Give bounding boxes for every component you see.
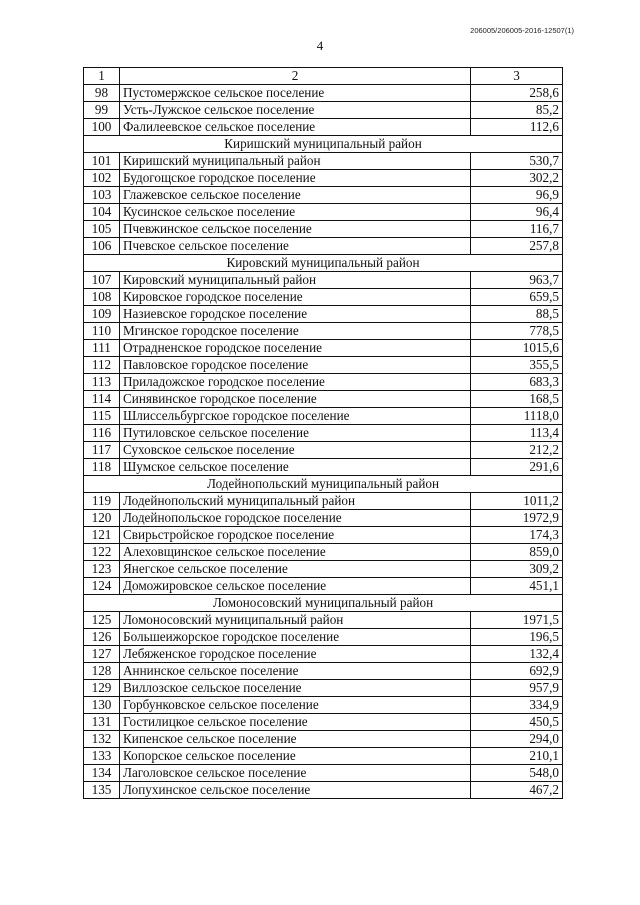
row-value: 450,5 (471, 714, 563, 731)
row-number: 129 (84, 680, 120, 697)
row-value: 96,9 (471, 187, 563, 204)
row-value: 530,7 (471, 153, 563, 170)
row-number: 123 (84, 561, 120, 578)
row-number: 111 (84, 340, 120, 357)
settlement-name: Суховское сельское поселение (120, 442, 471, 459)
row-value: 291,6 (471, 459, 563, 476)
row-value: 196,5 (471, 629, 563, 646)
row-value: 859,0 (471, 544, 563, 561)
row-value: 302,2 (471, 170, 563, 187)
district-header-row (84, 476, 563, 493)
row-number: 117 (84, 442, 120, 459)
district-header-row (84, 595, 563, 612)
row-value: 294,0 (471, 731, 563, 748)
settlement-name: Кусинское сельское поселение (120, 204, 471, 221)
table-row (84, 357, 563, 374)
table-row (84, 646, 563, 663)
settlement-name: Доможировское сельское поселение (120, 578, 471, 595)
row-number: 121 (84, 527, 120, 544)
settlement-name: Фалилеевское сельское поселение (120, 119, 471, 136)
row-value: 451,1 (471, 578, 563, 595)
header-col-3: 3 (471, 68, 563, 85)
row-value: 683,3 (471, 374, 563, 391)
table-row (84, 782, 563, 799)
row-number: 135 (84, 782, 120, 799)
document-id: 206005/206005-2016-12507(1) (470, 26, 574, 35)
row-value: 1971,5 (471, 612, 563, 629)
table-row (84, 102, 563, 119)
settlement-name: Шлиссельбургское городское поселение (120, 408, 471, 425)
table-row (84, 697, 563, 714)
row-value: 212,2 (471, 442, 563, 459)
row-number: 101 (84, 153, 120, 170)
row-number: 131 (84, 714, 120, 731)
row-number: 107 (84, 272, 120, 289)
settlement-name: Шумское сельское поселение (120, 459, 471, 476)
row-number: 122 (84, 544, 120, 561)
table-row (84, 238, 563, 255)
table-row (84, 85, 563, 102)
row-number: 128 (84, 663, 120, 680)
table-row (84, 578, 563, 595)
row-number: 119 (84, 493, 120, 510)
table-row (84, 119, 563, 136)
row-value: 309,2 (471, 561, 563, 578)
row-value: 1011,2 (471, 493, 563, 510)
settlement-name: Лодейнопольское городское поселение (120, 510, 471, 527)
row-value: 1015,6 (471, 340, 563, 357)
row-value: 132,4 (471, 646, 563, 663)
row-number: 105 (84, 221, 120, 238)
row-number: 127 (84, 646, 120, 663)
row-number: 114 (84, 391, 120, 408)
settlement-name: Большеижорское городское поселение (120, 629, 471, 646)
row-number: 109 (84, 306, 120, 323)
table-row (84, 187, 563, 204)
header-col-2: 2 (120, 68, 471, 85)
row-value: 112,6 (471, 119, 563, 136)
settlement-name: Аннинское сельское поселение (120, 663, 471, 680)
settlement-name: Будогощское городское поселение (120, 170, 471, 187)
table-row (84, 493, 563, 510)
row-number: 104 (84, 204, 120, 221)
table-row (84, 374, 563, 391)
row-value: 257,8 (471, 238, 563, 255)
settlement-name: Кировское городское поселение (120, 289, 471, 306)
row-number: 115 (84, 408, 120, 425)
row-number: 125 (84, 612, 120, 629)
settlement-name: Лаголовское сельское поселение (120, 765, 471, 782)
table-row (84, 459, 563, 476)
settlement-name: Янегское сельское поселение (120, 561, 471, 578)
row-number: 98 (84, 85, 120, 102)
row-value: 1972,9 (471, 510, 563, 527)
district-header-row (84, 255, 563, 272)
settlement-name: Усть-Лужское сельское поселение (120, 102, 471, 119)
settlement-name: Копорское сельское поселение (120, 748, 471, 765)
table-row (84, 612, 563, 629)
settlement-name: Виллозское сельское поселение (120, 680, 471, 697)
row-value: 957,9 (471, 680, 563, 697)
district-name: Лодейнопольский муниципальный район (84, 476, 563, 493)
row-number: 134 (84, 765, 120, 782)
row-number: 110 (84, 323, 120, 340)
table-row (84, 765, 563, 782)
table-row (84, 272, 563, 289)
settlement-name: Лебяженское городское поселение (120, 646, 471, 663)
row-number: 124 (84, 578, 120, 595)
row-number: 116 (84, 425, 120, 442)
settlement-name: Ломоносовский муниципальный район (120, 612, 471, 629)
row-number: 100 (84, 119, 120, 136)
settlement-name: Назиевское городское поселение (120, 306, 471, 323)
row-value: 258,6 (471, 85, 563, 102)
district-name: Кировский муниципальный район (84, 255, 563, 272)
settlement-name: Путиловское сельское поселение (120, 425, 471, 442)
row-number: 120 (84, 510, 120, 527)
row-value: 168,5 (471, 391, 563, 408)
row-number: 108 (84, 289, 120, 306)
settlement-name: Отрадненское городское поселение (120, 340, 471, 357)
page-number: 4 (316, 38, 324, 53)
row-number: 133 (84, 748, 120, 765)
settlement-name: Глажевское сельское поселение (120, 187, 471, 204)
row-value: 467,2 (471, 782, 563, 799)
settlement-name: Лопухинское сельское поселение (120, 782, 471, 799)
row-value: 548,0 (471, 765, 563, 782)
table-row (84, 527, 563, 544)
settlement-name: Гостилицкое сельское поселение (120, 714, 471, 731)
settlement-name: Павловское городское поселение (120, 357, 471, 374)
table-row (84, 544, 563, 561)
row-number: 106 (84, 238, 120, 255)
row-value: 659,5 (471, 289, 563, 306)
row-value: 963,7 (471, 272, 563, 289)
row-value: 334,9 (471, 697, 563, 714)
table-row (84, 561, 563, 578)
row-number: 103 (84, 187, 120, 204)
row-number: 130 (84, 697, 120, 714)
settlement-name: Лодейнопольский муниципальный район (120, 493, 471, 510)
district-name: Киришский муниципальный район (84, 136, 563, 153)
row-value: 96,4 (471, 204, 563, 221)
district-header-row (84, 136, 563, 153)
table-header-row (84, 68, 563, 85)
table-row (84, 408, 563, 425)
settlement-name: Алеховщинское сельское поселение (120, 544, 471, 561)
row-number: 113 (84, 374, 120, 391)
table-row (84, 425, 563, 442)
table-row (84, 629, 563, 646)
row-number: 99 (84, 102, 120, 119)
settlement-name: Пчевское сельское поселение (120, 238, 471, 255)
row-number: 102 (84, 170, 120, 187)
row-value: 174,3 (471, 527, 563, 544)
settlement-name: Пустомержское сельское поселение (120, 85, 471, 102)
table-row (84, 680, 563, 697)
table-row (84, 442, 563, 459)
settlements-table (83, 67, 563, 799)
table-row (84, 510, 563, 527)
table-row (84, 748, 563, 765)
settlement-name: Кировский муниципальный район (120, 272, 471, 289)
table-row (84, 340, 563, 357)
table-row (84, 663, 563, 680)
table-row (84, 289, 563, 306)
row-number: 118 (84, 459, 120, 476)
table-row (84, 323, 563, 340)
header-col-1: 1 (84, 68, 120, 85)
settlement-name: Приладожское городское поселение (120, 374, 471, 391)
settlement-name: Кипенское сельское поселение (120, 731, 471, 748)
row-value: 85,2 (471, 102, 563, 119)
row-value: 113,4 (471, 425, 563, 442)
settlement-name: Пчевжинское сельское поселение (120, 221, 471, 238)
row-number: 112 (84, 357, 120, 374)
row-value: 88,5 (471, 306, 563, 323)
row-value: 210,1 (471, 748, 563, 765)
settlement-name: Свирьстройское городское поселение (120, 527, 471, 544)
settlement-name: Киришский муниципальный район (120, 153, 471, 170)
table-row (84, 170, 563, 187)
row-value: 355,5 (471, 357, 563, 374)
table-row (84, 306, 563, 323)
table-row (84, 391, 563, 408)
table-row (84, 153, 563, 170)
district-name: Ломоносовский муниципальный район (84, 595, 563, 612)
settlement-name: Мгинское городское поселение (120, 323, 471, 340)
table-row (84, 731, 563, 748)
settlement-name: Горбунковское сельское поселение (120, 697, 471, 714)
table-row (84, 714, 563, 731)
row-value: 116,7 (471, 221, 563, 238)
table-row (84, 204, 563, 221)
row-number: 132 (84, 731, 120, 748)
row-number: 126 (84, 629, 120, 646)
table-row (84, 221, 563, 238)
row-value: 1118,0 (471, 408, 563, 425)
row-value: 692,9 (471, 663, 563, 680)
row-value: 778,5 (471, 323, 563, 340)
settlement-name: Синявинское городское поселение (120, 391, 471, 408)
